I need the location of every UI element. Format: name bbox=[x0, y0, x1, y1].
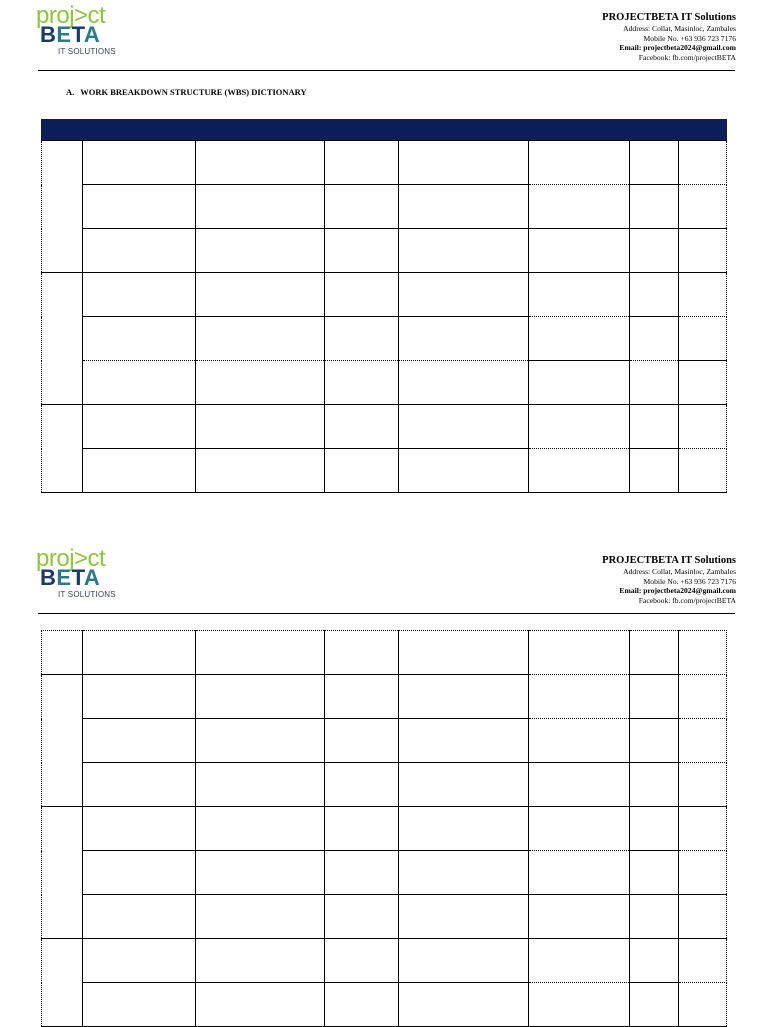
table-row bbox=[42, 405, 727, 449]
table-cell bbox=[529, 719, 630, 763]
table-cell bbox=[529, 807, 630, 851]
table-cell bbox=[529, 405, 630, 449]
table-cell bbox=[325, 273, 399, 317]
table-cell bbox=[399, 141, 529, 185]
header-divider bbox=[38, 613, 735, 614]
table-cell bbox=[529, 185, 630, 229]
logo-beta-text: BETA bbox=[40, 565, 101, 590]
group-cell bbox=[42, 807, 83, 939]
table-cell bbox=[679, 675, 727, 719]
table-cell bbox=[325, 405, 399, 449]
company-mobile: Mobile No. +63 936 723 7176 bbox=[643, 33, 736, 43]
table-cell bbox=[679, 983, 727, 1027]
table-cell bbox=[630, 361, 679, 405]
logo-project-text: proj>ct bbox=[36, 2, 106, 29]
page-2 bbox=[0, 543, 768, 1024]
table-cell bbox=[630, 141, 679, 185]
table-cell bbox=[399, 631, 529, 675]
table-cell bbox=[529, 141, 630, 185]
table-cell bbox=[529, 895, 630, 939]
company-logo bbox=[36, 547, 126, 609]
table-row bbox=[42, 807, 727, 851]
table-cell bbox=[196, 983, 325, 1027]
table-cell bbox=[529, 763, 630, 807]
logo-subtitle: IT SOLUTIONS bbox=[58, 590, 116, 599]
table-cell bbox=[325, 185, 399, 229]
table-cell bbox=[196, 185, 325, 229]
table-cell bbox=[679, 317, 727, 361]
table-cell bbox=[399, 939, 529, 983]
table-cell bbox=[325, 631, 399, 675]
table-cell bbox=[630, 939, 679, 983]
table-header-row bbox=[42, 120, 727, 141]
header-cell bbox=[630, 120, 679, 141]
table-cell bbox=[529, 939, 630, 983]
logo-subtitle: IT SOLUTIONS bbox=[58, 47, 116, 56]
table-cell bbox=[196, 895, 325, 939]
table-row bbox=[42, 939, 727, 983]
table-cell bbox=[630, 273, 679, 317]
table-cell bbox=[325, 141, 399, 185]
table-row bbox=[42, 851, 727, 895]
table-cell bbox=[679, 851, 727, 895]
table-cell bbox=[630, 675, 679, 719]
table-cell bbox=[196, 449, 325, 493]
table-cell bbox=[399, 361, 529, 405]
table-row bbox=[42, 273, 727, 317]
table-cell bbox=[325, 939, 399, 983]
table-cell bbox=[83, 229, 196, 273]
table-cell bbox=[399, 807, 529, 851]
table-cell bbox=[83, 141, 196, 185]
table-cell bbox=[630, 807, 679, 851]
table-cell bbox=[679, 807, 727, 851]
section-heading bbox=[66, 87, 307, 97]
company-name: PROJECTBETA IT Solutions bbox=[602, 555, 736, 566]
table-cell bbox=[679, 405, 727, 449]
table-cell bbox=[679, 895, 727, 939]
table-cell bbox=[196, 317, 325, 361]
table-row bbox=[42, 185, 727, 229]
table-cell bbox=[529, 851, 630, 895]
table-row bbox=[42, 631, 727, 675]
table-cell bbox=[529, 361, 630, 405]
group-cell bbox=[42, 939, 83, 1027]
table-cell bbox=[399, 229, 529, 273]
company-facebook: Facebook: fb.com/projectBETA bbox=[638, 52, 736, 62]
table-cell bbox=[679, 631, 727, 675]
table-cell bbox=[83, 449, 196, 493]
wbs-table-page-1 bbox=[41, 119, 727, 493]
table-cell bbox=[196, 273, 325, 317]
company-facebook: Facebook: fb.com/projectBETA bbox=[638, 595, 736, 605]
company-name: PROJECTBETA IT Solutions bbox=[602, 12, 736, 23]
header-cell bbox=[679, 120, 727, 141]
table-cell bbox=[83, 895, 196, 939]
company-info bbox=[602, 555, 736, 605]
table-cell bbox=[529, 229, 630, 273]
table-cell bbox=[679, 229, 727, 273]
header-cell bbox=[42, 120, 83, 141]
table-cell bbox=[83, 939, 196, 983]
table-cell bbox=[325, 851, 399, 895]
table-cell bbox=[529, 631, 630, 675]
table-row bbox=[42, 895, 727, 939]
table-cell bbox=[529, 983, 630, 1027]
table-cell bbox=[325, 361, 399, 405]
section-number: A. bbox=[66, 87, 75, 97]
company-info bbox=[602, 12, 736, 62]
table-cell bbox=[529, 273, 630, 317]
table-cell bbox=[679, 185, 727, 229]
table-cell bbox=[630, 983, 679, 1027]
header-cell bbox=[399, 120, 529, 141]
company-address: Address: Collat, Masinloc, Zambales bbox=[623, 567, 736, 576]
table-cell bbox=[399, 273, 529, 317]
table-cell bbox=[630, 185, 679, 229]
table-cell bbox=[325, 449, 399, 493]
header-divider bbox=[38, 70, 735, 71]
table-row bbox=[42, 983, 727, 1027]
table-cell bbox=[196, 807, 325, 851]
group-cell bbox=[42, 273, 83, 405]
table-cell bbox=[399, 405, 529, 449]
table-cell bbox=[325, 675, 399, 719]
group-cell bbox=[42, 675, 83, 807]
header-cell bbox=[196, 120, 325, 141]
table-cell bbox=[325, 317, 399, 361]
table-cell bbox=[399, 449, 529, 493]
table-cell bbox=[196, 229, 325, 273]
table-cell bbox=[679, 939, 727, 983]
company-email: Email: projectbeta2024@gmail.com bbox=[619, 586, 736, 596]
table-cell bbox=[196, 675, 325, 719]
table-cell bbox=[196, 141, 325, 185]
header-cell bbox=[83, 120, 196, 141]
table-cell bbox=[196, 939, 325, 983]
table-cell bbox=[630, 851, 679, 895]
wbs-table-page-2 bbox=[41, 630, 727, 1027]
table-row bbox=[42, 229, 727, 273]
table-cell bbox=[679, 763, 727, 807]
table-cell bbox=[399, 851, 529, 895]
table-cell bbox=[399, 675, 529, 719]
table-cell bbox=[83, 983, 196, 1027]
table-cell bbox=[679, 449, 727, 493]
table-row bbox=[42, 719, 727, 763]
table-cell bbox=[399, 317, 529, 361]
table-row bbox=[42, 141, 727, 185]
table-cell bbox=[399, 763, 529, 807]
table-cell bbox=[399, 719, 529, 763]
table-cell bbox=[529, 449, 630, 493]
table-cell bbox=[83, 317, 196, 361]
company-mobile: Mobile No. +63 936 723 7176 bbox=[643, 576, 736, 586]
header-cell bbox=[325, 120, 399, 141]
group-cell bbox=[42, 631, 83, 675]
table-cell bbox=[83, 273, 196, 317]
table-cell bbox=[325, 229, 399, 273]
table-row bbox=[42, 449, 727, 493]
company-email: Email: projectbeta2024@gmail.com bbox=[619, 43, 736, 53]
table-cell bbox=[83, 405, 196, 449]
group-cell bbox=[42, 141, 83, 273]
table-cell bbox=[196, 631, 325, 675]
table-cell bbox=[325, 895, 399, 939]
table-row bbox=[42, 317, 727, 361]
table-cell bbox=[529, 317, 630, 361]
table-cell bbox=[325, 763, 399, 807]
table-cell bbox=[196, 763, 325, 807]
table-cell bbox=[630, 317, 679, 361]
table-cell bbox=[630, 895, 679, 939]
table-cell bbox=[679, 361, 727, 405]
table-cell bbox=[630, 229, 679, 273]
table-cell bbox=[630, 631, 679, 675]
table-cell bbox=[83, 763, 196, 807]
logo-project-text: proj>ct bbox=[36, 545, 106, 572]
table-cell bbox=[529, 675, 630, 719]
table-cell bbox=[630, 449, 679, 493]
table-row bbox=[42, 763, 727, 807]
table-cell bbox=[196, 851, 325, 895]
table-row bbox=[42, 361, 727, 405]
table-cell bbox=[399, 185, 529, 229]
group-cell bbox=[42, 405, 83, 493]
table-row bbox=[42, 675, 727, 719]
company-logo bbox=[36, 4, 126, 66]
table-cell bbox=[83, 675, 196, 719]
section-title: WORK BREAKDOWN STRUCTURE (WBS) DICTIONARY bbox=[80, 87, 307, 97]
table-cell bbox=[196, 361, 325, 405]
table-cell bbox=[630, 405, 679, 449]
table-cell bbox=[196, 405, 325, 449]
table-cell bbox=[630, 719, 679, 763]
table-cell bbox=[399, 895, 529, 939]
table-cell bbox=[325, 807, 399, 851]
company-address: Address: Collat, Masinloc, Zambales bbox=[623, 24, 736, 33]
table-cell bbox=[83, 851, 196, 895]
letterhead bbox=[0, 0, 768, 70]
header-cell bbox=[529, 120, 630, 141]
table-cell bbox=[83, 361, 196, 405]
logo-beta-text: BETA bbox=[40, 22, 101, 47]
table-cell bbox=[83, 185, 196, 229]
table-cell bbox=[83, 807, 196, 851]
letterhead bbox=[0, 543, 768, 613]
table-cell bbox=[630, 763, 679, 807]
table-cell bbox=[679, 719, 727, 763]
table-cell bbox=[679, 273, 727, 317]
table-cell bbox=[325, 719, 399, 763]
table-cell bbox=[679, 141, 727, 185]
table-cell bbox=[83, 631, 196, 675]
table-cell bbox=[399, 983, 529, 1027]
table-cell bbox=[325, 983, 399, 1027]
table-cell bbox=[83, 719, 196, 763]
table-cell bbox=[196, 719, 325, 763]
